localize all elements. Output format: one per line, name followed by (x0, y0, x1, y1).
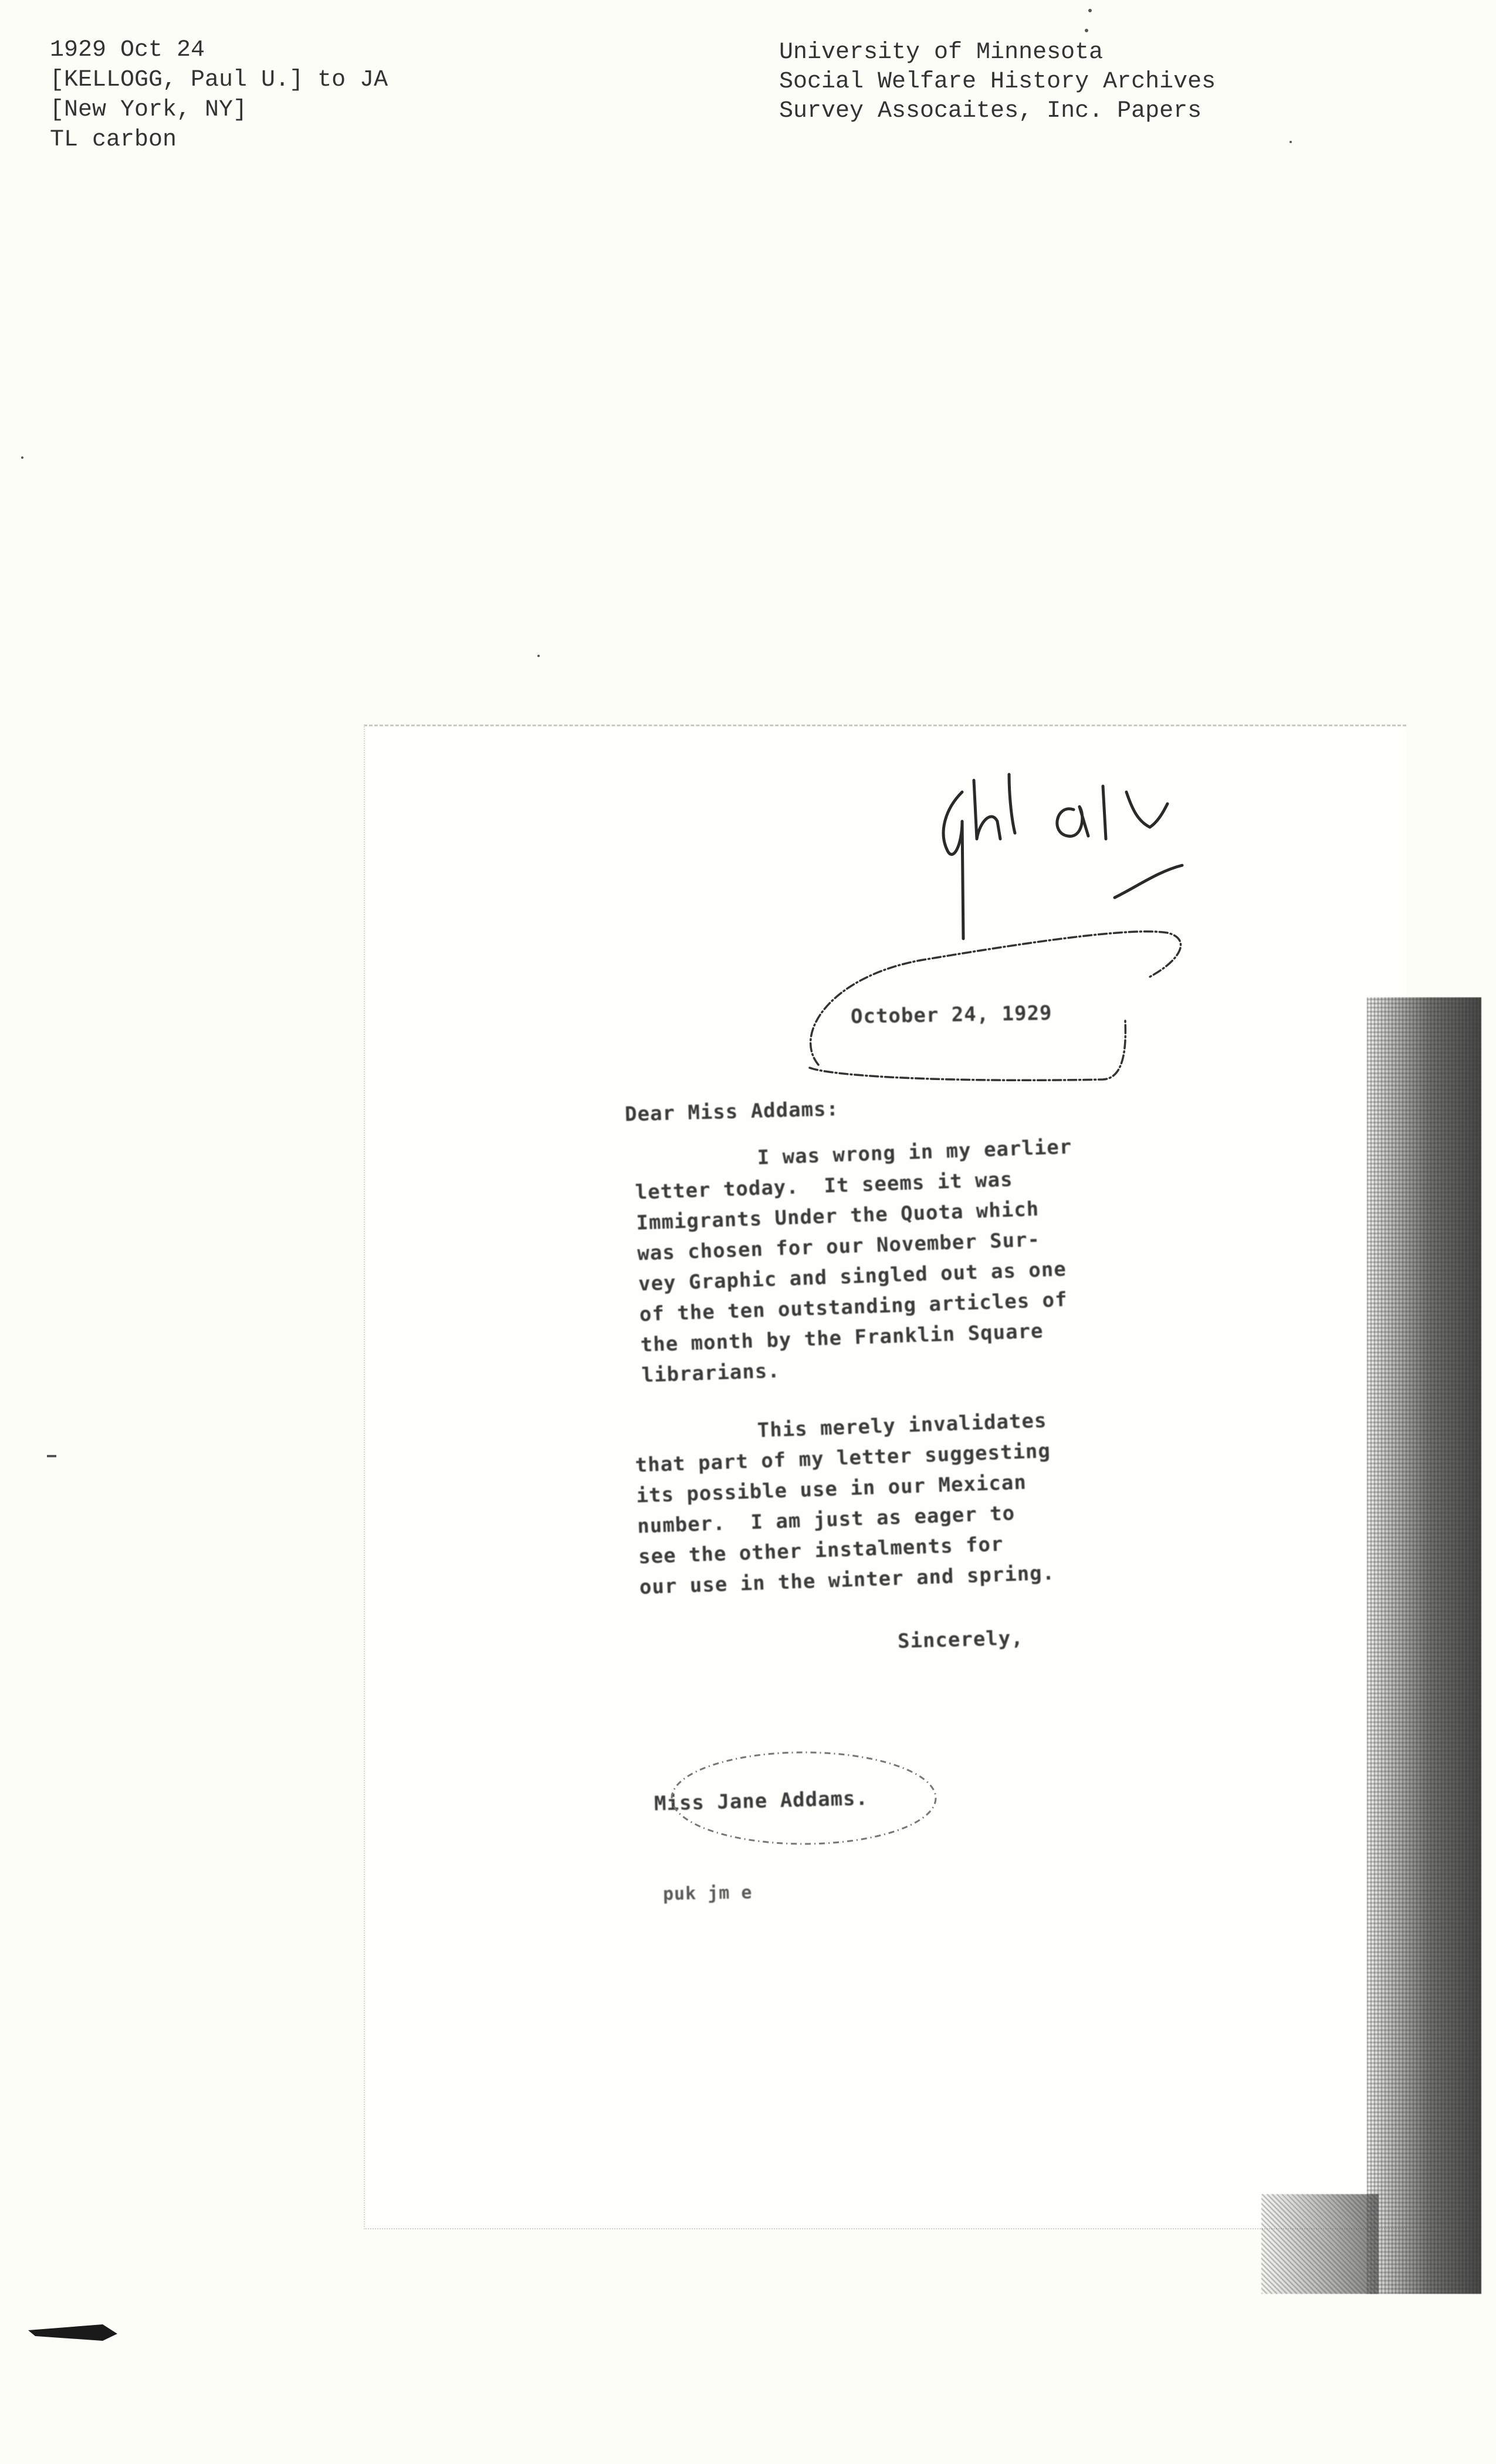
letter-recipient: Miss Jane Addams. (654, 1786, 869, 1816)
letter-line: I was wrong in my earlier (757, 1135, 1072, 1170)
letter-salutation: Dear Miss Addams: (624, 1097, 840, 1126)
archive-institution: University of Minnesota (779, 39, 1104, 66)
letter-line: of the ten outstanding articles of (639, 1288, 1068, 1326)
letter-line: was chosen for our November Sur- (637, 1227, 1041, 1265)
letter-line: vey Graphic and singled out as one (638, 1257, 1067, 1296)
typist-initials: puk jm e (662, 1882, 753, 1905)
carbon-smudge-corner (1261, 2194, 1379, 2294)
carbon-smudge-edge (1367, 997, 1481, 2294)
letter-paragraph-1 (634, 1132, 1080, 1391)
letter-line: This merely invalidates (757, 1409, 1047, 1443)
letter-line: its possible use in our Mexican (635, 1470, 1027, 1508)
archive-collection-group: Social Welfare History Archives (779, 69, 1216, 95)
letter-date: October 24, 1929 (850, 1001, 1052, 1028)
cover-note (50, 35, 388, 155)
cover-note-place: [New York, NY] (50, 97, 248, 123)
cover-note-type: TL carbon (50, 127, 177, 153)
letter-paragraph-2 (634, 1405, 1055, 1603)
margin-mark (28, 2324, 117, 2341)
archive-collection: Survey Assocaites, Inc. Papers (779, 98, 1202, 124)
cover-note-correspondents: [KELLOGG, Paul U.] to JA (50, 67, 388, 93)
letter-closing: Sincerely, (897, 1626, 1024, 1653)
letter-line: librarians. (641, 1359, 781, 1387)
cover-note-date: 1929 Oct 24 (50, 37, 205, 63)
letter-line: Immigrants Under the Quota which (635, 1197, 1040, 1235)
letter-line: see the other instalments for (638, 1532, 1004, 1569)
letter-line: letter today. It seems it was (635, 1167, 1014, 1204)
letter-line: the month by the Franklin Square (640, 1319, 1044, 1357)
letter-line: our use in the winter and spring. (639, 1561, 1055, 1599)
letter-line: number. I am just as eager to (637, 1501, 1016, 1538)
letter-line: that part of my letter suggesting (635, 1439, 1051, 1477)
archive-note (779, 38, 1216, 126)
